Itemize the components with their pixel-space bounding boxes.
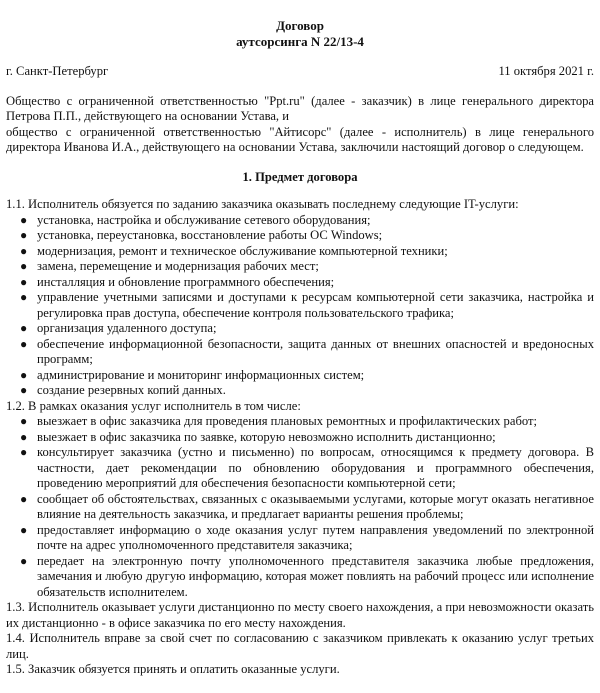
bullet-icon: ● — [20, 429, 28, 444]
list-item: ● управление учетными записями и доступами к ресурсам компьютерной сети заказчика, настройка и регулировка прав доступа, обеспечение контроля пользовательского трафика; — [20, 290, 594, 320]
list-item: ● администрирование и мониторинг информационных систем; — [20, 367, 365, 382]
list-item: ● модернизация, ремонт и техническое обслуживание компьютерной техники; — [20, 243, 448, 258]
bullet-icon: ● — [20, 383, 28, 397]
bullet-icon: ● — [20, 243, 28, 258]
list-item: ● обеспечение информационной безопасности, защита данных от внешних опасностей и вредоносных программ; — [20, 336, 594, 366]
clause-1-5: 1.5. Заказчик обязуется принять и оплатить оказанные услуги. — [6, 662, 340, 676]
list-item: ● сообщает об обстоятельствах, связанных с оказываемыми услугами, которые могут оказать негативное влияние на деятельность заказчика, и предлагает варианты решения проблемы; — [20, 491, 594, 521]
clause-1-3: 1.3. Исполнитель оказывает услуги дистанционно по месту своего нахождения, а при невозможности оказать их дистанционно - в офисе заказчика по его месту нахождения. — [6, 600, 594, 630]
list-item: ● создание резервных копий данных. — [20, 383, 226, 397]
list-item: ● инсталляция и обновление программного обеспечения; — [20, 274, 335, 289]
bullet-icon: ● — [20, 522, 28, 537]
party-contractor: общество с ограниченной ответственностью "Айтисорс" (далее - исполнитель) в лице генерального директора Иванова И.А., действующего на основании Устава, заключили настоящий договор о следующем. — [6, 124, 594, 154]
date: 11 октября 2021 г. — [498, 64, 594, 78]
party-customer: Общество с ограниченной ответственностью "Ppt.ru" (далее - заказчик) в лице генерального директора Петрова П.П., действующего на основании Устава, и — [6, 93, 594, 123]
clause-1-4: 1.4. Исполнитель вправе за свой счет по согласованию с заказчиком привлекать к оказанию услуг третьих лиц. — [6, 631, 594, 661]
title-line-1: Договор — [276, 18, 324, 33]
list-item: ● консультирует заказчика (устно и письменно) по вопросам, относящимся к предмету договора. В частности, дает рекомендации по обновлению оборудования и программного обеспечения, проведению мероприятий для обеспечения безопасности компьютерной сети; — [20, 445, 594, 490]
bullet-icon: ● — [20, 259, 28, 273]
list-item: ● предоставляет информацию о ходе оказания услуг путем направления уведомлений по электронной почте на адрес уполномоченного представителя заказчика; — [20, 522, 594, 552]
clause-1-1: 1.1. Исполнитель обязуется по заданию заказчика оказывать последнему следующие IT-услуги: — [6, 197, 519, 211]
list-item: ● установка, переустановка, восстановление работы ОС Windows; — [20, 228, 383, 242]
bullet-icon: ● — [20, 228, 28, 242]
parties-block — [6, 94, 594, 156]
bullet-icon: ● — [20, 367, 28, 382]
list-item: ● замена, перемещение и модернизация рабочих мест; — [20, 259, 319, 273]
document-title — [6, 18, 594, 50]
title-line-2: аутсорсинга N 22/13-4 — [236, 34, 364, 49]
clause-1-2: 1.2. В рамках оказания услуг исполнитель в том числе: — [6, 398, 301, 413]
bullet-icon: ● — [20, 553, 28, 568]
list-item: ● передает на электронную почту уполномоченного представителя заказчика любые предложения, замечания и любую другую информацию, которая может повлиять на рабочий процесс или исполнение обязательств исполнителем. — [20, 553, 594, 599]
list-item: ● выезжает в офис заказчика по заявке, которую невозможно исполнить дистанционно; — [20, 429, 496, 444]
place-date-row — [6, 64, 594, 80]
list-item: ● установка, настройка и обслуживание сетевого оборудования; — [20, 212, 371, 227]
place: г. Санкт-Петербург — [6, 64, 109, 78]
bullet-icon: ● — [20, 491, 28, 506]
list-item: ● организация удаленного доступа; — [20, 321, 217, 335]
list-item: ● выезжает в офис заказчика для проведения плановых ремонтных и профилактических работ; — [20, 414, 537, 428]
clause-1-1-list — [6, 213, 594, 399]
bullet-icon: ● — [20, 274, 28, 289]
bullet-icon: ● — [20, 321, 28, 335]
clause-1-2-list — [6, 414, 594, 600]
bullet-icon: ● — [20, 336, 28, 351]
bullet-icon: ● — [20, 445, 28, 459]
section-title: 1. Предмет договора — [242, 169, 358, 184]
bullet-icon: ● — [20, 414, 28, 428]
bullet-icon: ● — [20, 212, 28, 227]
bullet-icon: ● — [20, 290, 28, 304]
